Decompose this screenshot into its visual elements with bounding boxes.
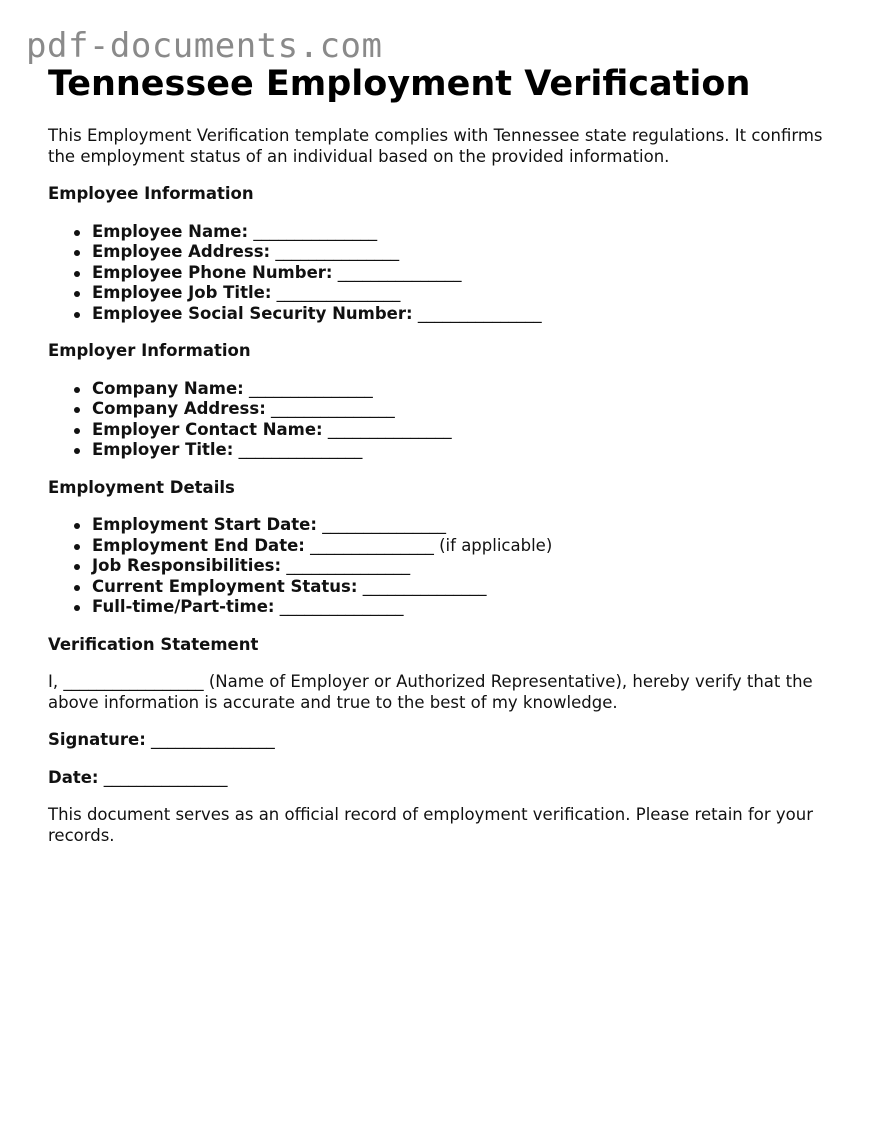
field-employee-job-title [92,283,848,304]
fill-blank[interactable]: _______________ [286,556,411,575]
employee-field-list [48,222,848,325]
fill-blank[interactable]: _______________ [271,399,395,418]
field-end-date [92,536,848,557]
signature-line [48,730,848,751]
fill-blank[interactable]: _______________ [238,440,363,459]
verification-section-heading: Verification Statement [48,634,259,654]
field-label: Employment Start Date: [92,515,317,534]
field-job-responsibilities [92,556,848,577]
fill-blank[interactable]: _______________ [362,576,487,596]
field-label: Employer Title: [92,440,234,459]
intro-paragraph: This Employment Verification template complies with Tennessee state regulations. It confirms the employment status of an individual based on the provided information. [48,126,823,166]
verification-statement [48,672,848,713]
statement-prefix: I, [48,672,59,691]
fill-blank[interactable]: _______________ [249,378,373,398]
field-full-part-time [92,597,848,618]
field-note: (if applicable) [439,535,553,555]
date-blank[interactable]: _______________ [103,767,228,787]
employer-field-list [48,379,848,461]
field-employee-phone [92,263,848,284]
field-label: Employee Name: [92,221,249,241]
signature-blank[interactable]: _______________ [151,730,275,749]
fill-blank[interactable]: _______________ [327,419,452,439]
field-label: Current Employment Status: [92,576,358,596]
employment-field-list [48,515,848,618]
watermark-text: pdf-documents.com [26,26,383,66]
field-label: Employee Phone Number: [92,262,333,282]
employee-section-heading: Employee Information [48,184,254,203]
fill-blank[interactable]: _______________ [337,262,462,282]
fill-blank[interactable]: _______________ [322,515,446,534]
fill-blank[interactable]: _______________ [276,283,401,302]
document-page [48,62,848,846]
representative-name-blank[interactable]: _________________ [63,672,204,691]
fill-blank[interactable]: _______________ [279,597,404,616]
closing-paragraph: This document serves as an official record of employment verification. Please retain for your records. [48,805,814,845]
date-label: Date: [48,767,99,787]
date-line [48,768,848,789]
field-label: Employee Job Title: [92,283,272,302]
field-employee-ssn [92,304,848,325]
field-employer-contact-name [92,420,848,441]
employer-section-heading: Employer Information [48,341,251,360]
field-label: Job Responsibilities: [92,556,282,575]
field-label: Employee Address: [92,242,271,261]
field-label: Company Name: [92,378,244,398]
field-start-date [92,515,848,536]
field-employer-title [92,440,848,461]
statement-text: (Name of Employer or Authorized Representative), hereby verify that the above information is accurate and true to the best of my knowledge. [48,672,813,712]
field-employee-name [92,222,848,243]
page-title: Tennessee Employment Verification [48,64,751,104]
fill-blank[interactable]: _______________ [310,535,434,555]
field-company-name [92,379,848,400]
field-employment-status [92,577,848,598]
field-label: Employment End Date: [92,535,305,555]
signature-label: Signature: [48,730,146,749]
employment-section-heading: Employment Details [48,477,235,497]
fill-blank[interactable]: _______________ [275,242,400,261]
field-label: Company Address: [92,399,266,418]
fill-blank[interactable]: _______________ [253,221,378,241]
field-label: Employee Social Security Number: [92,303,413,323]
field-label: Employer Contact Name: [92,419,323,439]
fill-blank[interactable]: _______________ [417,303,542,323]
field-company-address [92,399,848,420]
field-label: Full-time/Part-time: [92,597,275,616]
field-employee-address [92,242,848,263]
